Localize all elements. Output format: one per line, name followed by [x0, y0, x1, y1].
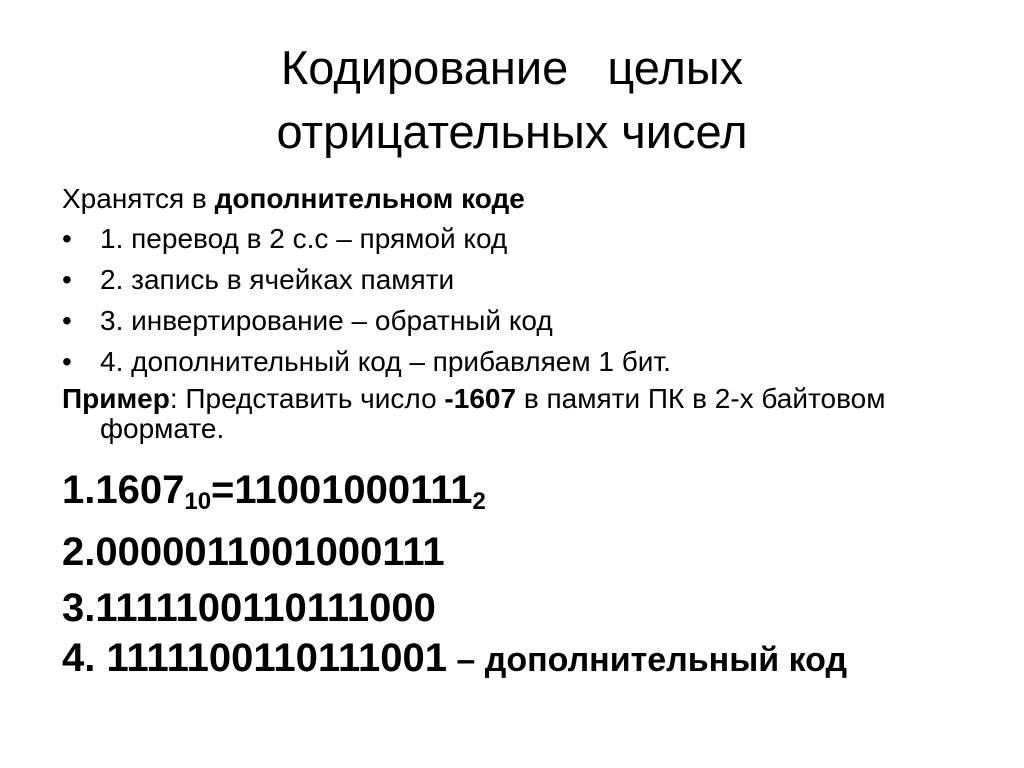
step-1: [62, 462, 982, 524]
example-text-2: в памяти ПК в 2-х байтовом формате.: [100, 383, 886, 444]
slide-title: [0, 36, 1024, 164]
list-item: [62, 259, 982, 300]
slide-content: [62, 180, 982, 682]
intro-text: [62, 180, 982, 218]
example-number: -1607: [444, 383, 517, 414]
bullet-icon: •: [62, 223, 72, 254]
steps-list: [62, 218, 982, 382]
step-1-binary: =11001000111: [211, 468, 473, 512]
example-paragraph: [62, 384, 982, 444]
step-4-code: 4. 1111100110111001: [62, 636, 447, 680]
step-4: [62, 636, 980, 682]
step-4-description: – дополнительный код: [446, 641, 848, 679]
intro-bold: дополнительном коде: [214, 183, 525, 214]
example-text-1: : Представить число: [169, 383, 445, 414]
list-item-text: 2. запись в ячейках памяти: [100, 264, 455, 295]
list-item-text: 3. инвертирование – обратный код: [100, 305, 553, 336]
solution-steps: [62, 462, 982, 682]
intro-prefix: Хранятся в: [62, 183, 215, 214]
title-line-1: Кодирование целых: [280, 41, 744, 94]
example-label: Пример: [62, 383, 170, 414]
list-item: [62, 341, 982, 382]
bullet-icon: •: [62, 305, 72, 336]
step-1-base-to: 2: [472, 488, 486, 515]
list-item-text: 1. перевод в 2 с.с – прямой код: [100, 223, 508, 254]
step-1-base-from: 10: [184, 488, 212, 515]
step-3: 3.1111100110111000: [62, 586, 436, 630]
step-1-number: 1.1607: [62, 468, 185, 512]
bullet-icon: •: [62, 346, 72, 377]
list-item: [62, 218, 982, 259]
title-line-2: отрицательных чисел: [276, 105, 748, 158]
list-item: [62, 300, 982, 341]
list-item-text: 4. дополнительный код – прибавляем 1 бит.: [100, 346, 671, 377]
bullet-icon: •: [62, 264, 72, 295]
step-2: 2.0000011001000111: [62, 530, 445, 574]
